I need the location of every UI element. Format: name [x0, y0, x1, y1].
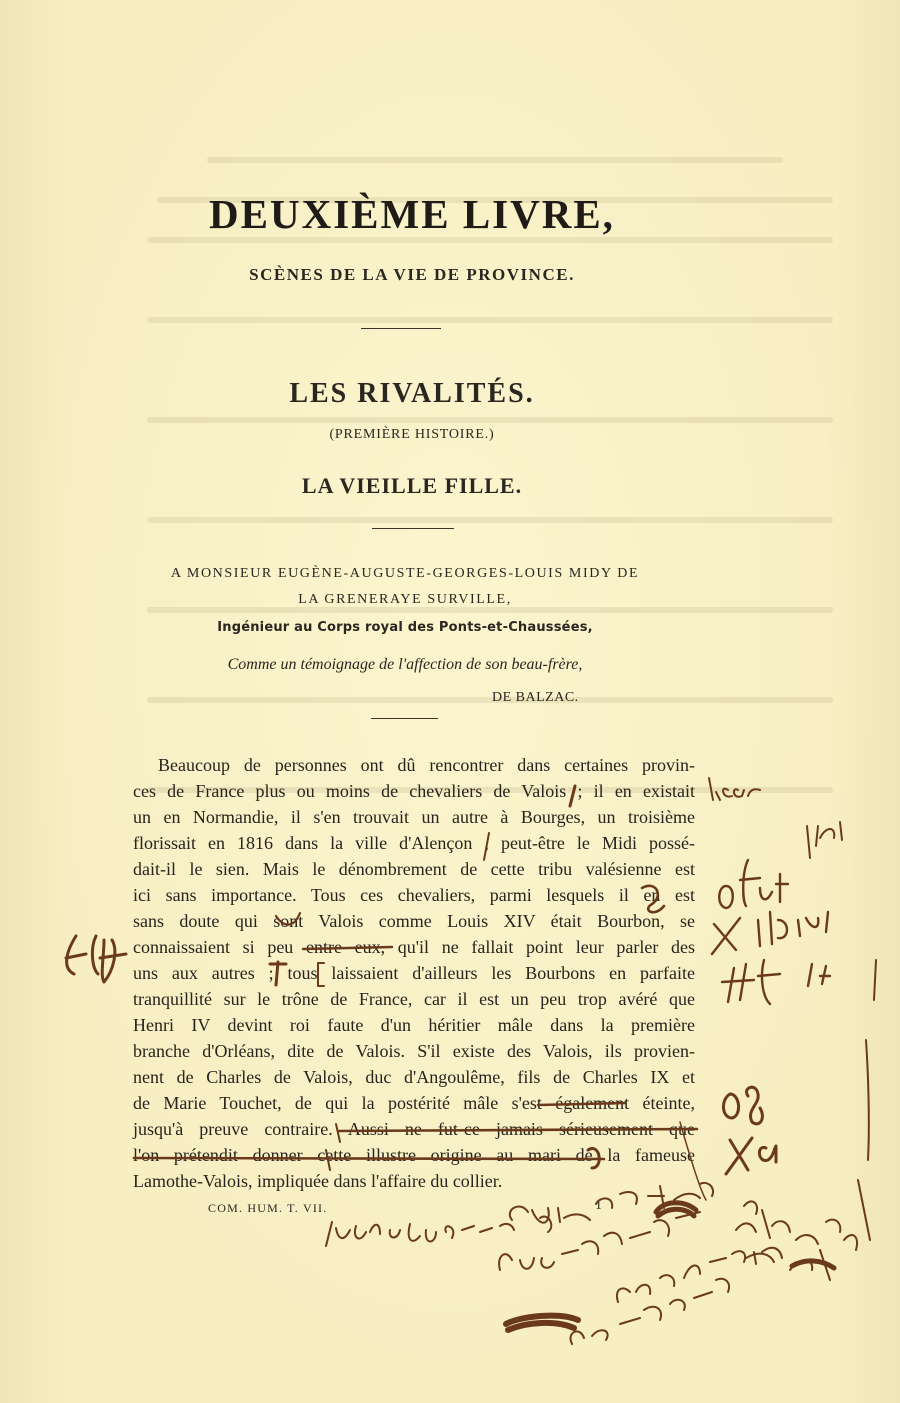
text-line: ces de France plus ou moins de chevaliers de Valois ; il en existait: [133, 781, 695, 801]
strike-entre-eux: [303, 947, 392, 949]
note-08: [723, 1087, 762, 1124]
text-line: nent de Charles de Valois, duc d'Angoulême, fils de Charles IX et: [133, 1067, 695, 1087]
mark-comma: [484, 833, 489, 860]
book-title: DEUXIÈME LIVRE,: [209, 191, 615, 237]
dedication-signature: DE BALZAC.: [492, 690, 579, 705]
text-line: florissait en 1816 dans la ville d'Alençon , peut-être le Midi possé-: [133, 833, 695, 853]
mark-cette: [326, 1150, 330, 1170]
mark-caret-tous: [270, 962, 286, 985]
note-vertical-right: [858, 960, 876, 1240]
insertion-link-top: [680, 1122, 706, 1200]
text-line: dait-il le sien. Mais le dénombrement de cette tribu valésienne est: [133, 859, 695, 879]
text-line: l'on prétendit donner cette illustre origine au mari de la fameuse: [133, 1145, 695, 1165]
text-line: branche d'Orléans, dite de Valois. S'il existe des Valois, ils provien-: [133, 1041, 695, 1061]
insertion-scribble-a: [656, 1203, 696, 1216]
insertion-line-4: [617, 1248, 782, 1302]
text-line: ici sans importance. Tous ces chevaliers, parmi lesquels il en est: [133, 885, 695, 905]
book-subtitle: SCÈNES DE LA VIE DE PROVINCE.: [249, 265, 575, 284]
dedication-message: Comme un témoignage de l'affection de son beau-frère,: [227, 656, 583, 673]
dedication-recipient: A MONSIEUR EUGÈNE-AUGUSTE-GEORGES-LOUIS MIDY DE: [170, 566, 640, 581]
text-line: sans doute qui sont Valois comme Louis XIV était Bourbon, se: [133, 911, 695, 931]
text-line: Henri IV devint roi faute d'un héritier mâle dans la première: [133, 1015, 695, 1035]
text-line: un en Normandie, il s'en trouvait un autre à Bourges, un troisième: [133, 807, 695, 827]
story-number: (PREMIÈRE HISTOIRE.): [329, 427, 495, 442]
text-line: jusqu'à preuve contraire. Aussi ne fut-ce jamais sérieusement que: [133, 1119, 695, 1139]
mark-semicolon: [570, 786, 575, 806]
signature-mark: COM. HUM. T. VII.: [208, 1201, 328, 1215]
text-line: connaissaient si peu entre eux, qu'il ne fallait point leur parler des: [133, 937, 695, 957]
part-title: LES RIVALITÉS.: [289, 378, 535, 409]
margin-symbol-left: [66, 936, 126, 982]
dedication-recipient-continued: LA GRENERAYE SURVILLE,: [298, 592, 512, 607]
text-line: Lamothe-Valois, impliquée dans l'affaire du collier.: [133, 1171, 503, 1191]
mark-sont: [276, 913, 300, 925]
page-number: 1: [595, 1198, 602, 1213]
strike-aussi-line: [338, 1129, 697, 1131]
dedication-title: Ingénieur au Corps royal des Ponts-et-Chaussées,: [217, 620, 593, 635]
text-line: uns aux autres ; tous laissaient d'ailleurs les Bourbons en parfaite: [133, 963, 695, 983]
mark-est: [642, 886, 664, 912]
story-title: LA VIEILLE FILLE.: [301, 473, 523, 498]
insertion-scribble-b: [506, 1316, 578, 1330]
strike-egalement: [538, 1103, 625, 1105]
insertion-right-cluster: [736, 1201, 857, 1280]
mark-ligne-contraire: [336, 1124, 340, 1142]
insertion-line-3: [499, 1212, 700, 1270]
note-x-a: [726, 1138, 776, 1174]
text-line: de Marie Touchet, de qui la postérité mâle s'est également éteinte,: [133, 1093, 695, 1113]
mark-bracket-laissaient: [318, 963, 324, 986]
note-1er: [807, 822, 842, 858]
text-line: tranquillité sur le trône de France, car il est un peu trop avéré que: [133, 989, 695, 1009]
note-0-fut: [719, 860, 788, 908]
note-hash: [722, 960, 830, 1004]
note-x-etaient: [712, 912, 828, 954]
strike-lon-line: [134, 1158, 604, 1159]
text-line: Beaucoup de personnes ont dû rencontrer dans certaines provin-: [158, 755, 695, 775]
note-car: [709, 778, 760, 800]
insertion-line-1: [326, 1217, 551, 1246]
